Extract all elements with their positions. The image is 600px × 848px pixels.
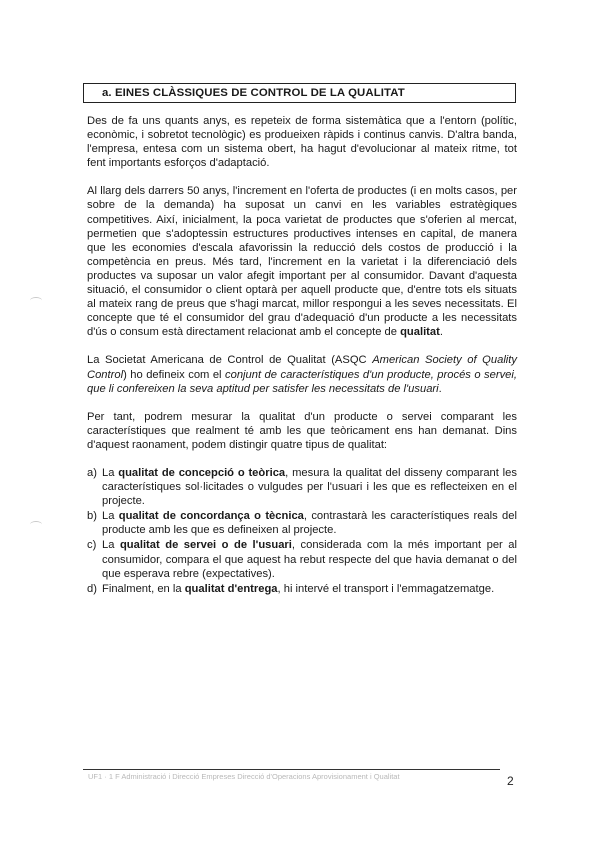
list-item-pre: La bbox=[102, 510, 119, 523]
list-item bbox=[87, 466, 517, 508]
scan-margin-mark bbox=[30, 521, 42, 528]
page-number: 2 bbox=[507, 774, 514, 788]
paragraph-4: Per tant, podrem mesurar la qualitat d'un producte o servei comparant les característiques que realment té amb les que teòricament ens han demanat. Dins d'aquest raonament, podem distingir quatre tipus de qualitat: bbox=[87, 410, 517, 451]
quality-types-list bbox=[87, 466, 517, 596]
paragraph-2-text: Al llarg dels darrers 50 anys, l'increment en l'oferta de productes (i en molts casos, per sobre de la demanda) ha suposat un canvi en les variables estratègiques competitives. Així, inicialment, la poca varietat de productes que s'oferien al mercat, permetien que s'adoptessin estructures productives intenses en capital, de manera que les economies d'escala afavorissin la reducció dels costos de producció i la competència en preus. Més tard, l'increment en la varietat i la diferenciació dels productes va suposar un valor afegit important per al consumidor. Davant d'aquesta situació, el consumidor o client optarà per aquell producte que, d'entre tots els situats al mateix rang de preus que s'hagi marcat, millor respongui a les seves necessitats. El concepte que té el consumidor del grau d'adequació d'un producte a les necessitats d'ús o consum està directament relacionat amb el concepte de bbox=[87, 185, 517, 339]
list-item-term: qualitat de concordança o tècnica bbox=[118, 510, 304, 523]
paragraph-2-end: . bbox=[439, 326, 443, 339]
scan-margin-mark bbox=[30, 297, 42, 304]
list-item-text: , considerada com la més important per al consumidor, compara el que aquest ha rebut respecte del que havia demanat o del que esperava rebre (expectatives). bbox=[102, 539, 517, 580]
list-item-text: , mesura la qualitat del disseny comparant les característiques sol·licitades o vulgudes per l'usuari i les que es reflecteixen en el projecte. bbox=[102, 466, 517, 508]
paragraph-3 bbox=[87, 353, 517, 395]
footer-text: UF1 · 1 F Administració i Direcció Empreses Direcció d'Operacions Aprovisionament i Qualitat bbox=[88, 772, 400, 781]
list-item-pre: Finalment, en la bbox=[102, 582, 185, 595]
section-heading: a. EINES CLÀSSIQUES DE CONTROL DE LA QUALITAT bbox=[83, 83, 516, 103]
list-marker: b) bbox=[87, 510, 97, 523]
list-item-pre: La bbox=[102, 539, 120, 552]
paragraph-3-end: . bbox=[438, 382, 442, 395]
list-marker: d) bbox=[87, 582, 97, 595]
list-item bbox=[87, 509, 517, 537]
list-item bbox=[87, 538, 517, 580]
list-item-term: qualitat d'entrega bbox=[184, 582, 278, 595]
list-item-pre: La bbox=[102, 466, 119, 479]
paragraph-3-a: La Societat Americana de Control de Qualitat (ASQC bbox=[87, 354, 373, 367]
list-item-term: qualitat de concepció o teòrica bbox=[118, 466, 286, 479]
list-marker: c) bbox=[87, 539, 97, 552]
footer-divider bbox=[83, 769, 500, 770]
paragraph-2 bbox=[87, 184, 517, 339]
list-item-text: , contrastarà les característiques reals del producte amb les que es defineixen al projecte. bbox=[102, 510, 517, 537]
list-marker: a) bbox=[87, 466, 97, 479]
list-item-text: , hi intervé el transport i l'emmagatzematge. bbox=[277, 582, 495, 595]
quality-term: qualitat bbox=[400, 326, 440, 339]
list-item bbox=[87, 582, 517, 596]
asqc-full-name: American Society of Quality Control bbox=[87, 354, 517, 381]
paragraph-3-b: ) ho defineix com el bbox=[123, 368, 226, 381]
quality-definition: conjunt de característiques d'un producte, procés o servei, que li confereixen la seva aptitud per satisfer les necessitats de l'usuari bbox=[87, 368, 517, 395]
document-body bbox=[87, 114, 517, 597]
list-item-term: qualitat de servei o de l'usuari bbox=[119, 539, 292, 552]
paragraph-1: Des de fa uns quants anys, es repeteix de forma sistemàtica que a l'entorn (polític, econòmic, i sobretot tecnològic) es produeixen ràpids i continus canvis. D'altra banda, l'empresa, entesa com un sistema obert, ha hagut d'evolucionar al mateix ritme, tot fent importants esforços d'adaptació. bbox=[87, 115, 517, 170]
